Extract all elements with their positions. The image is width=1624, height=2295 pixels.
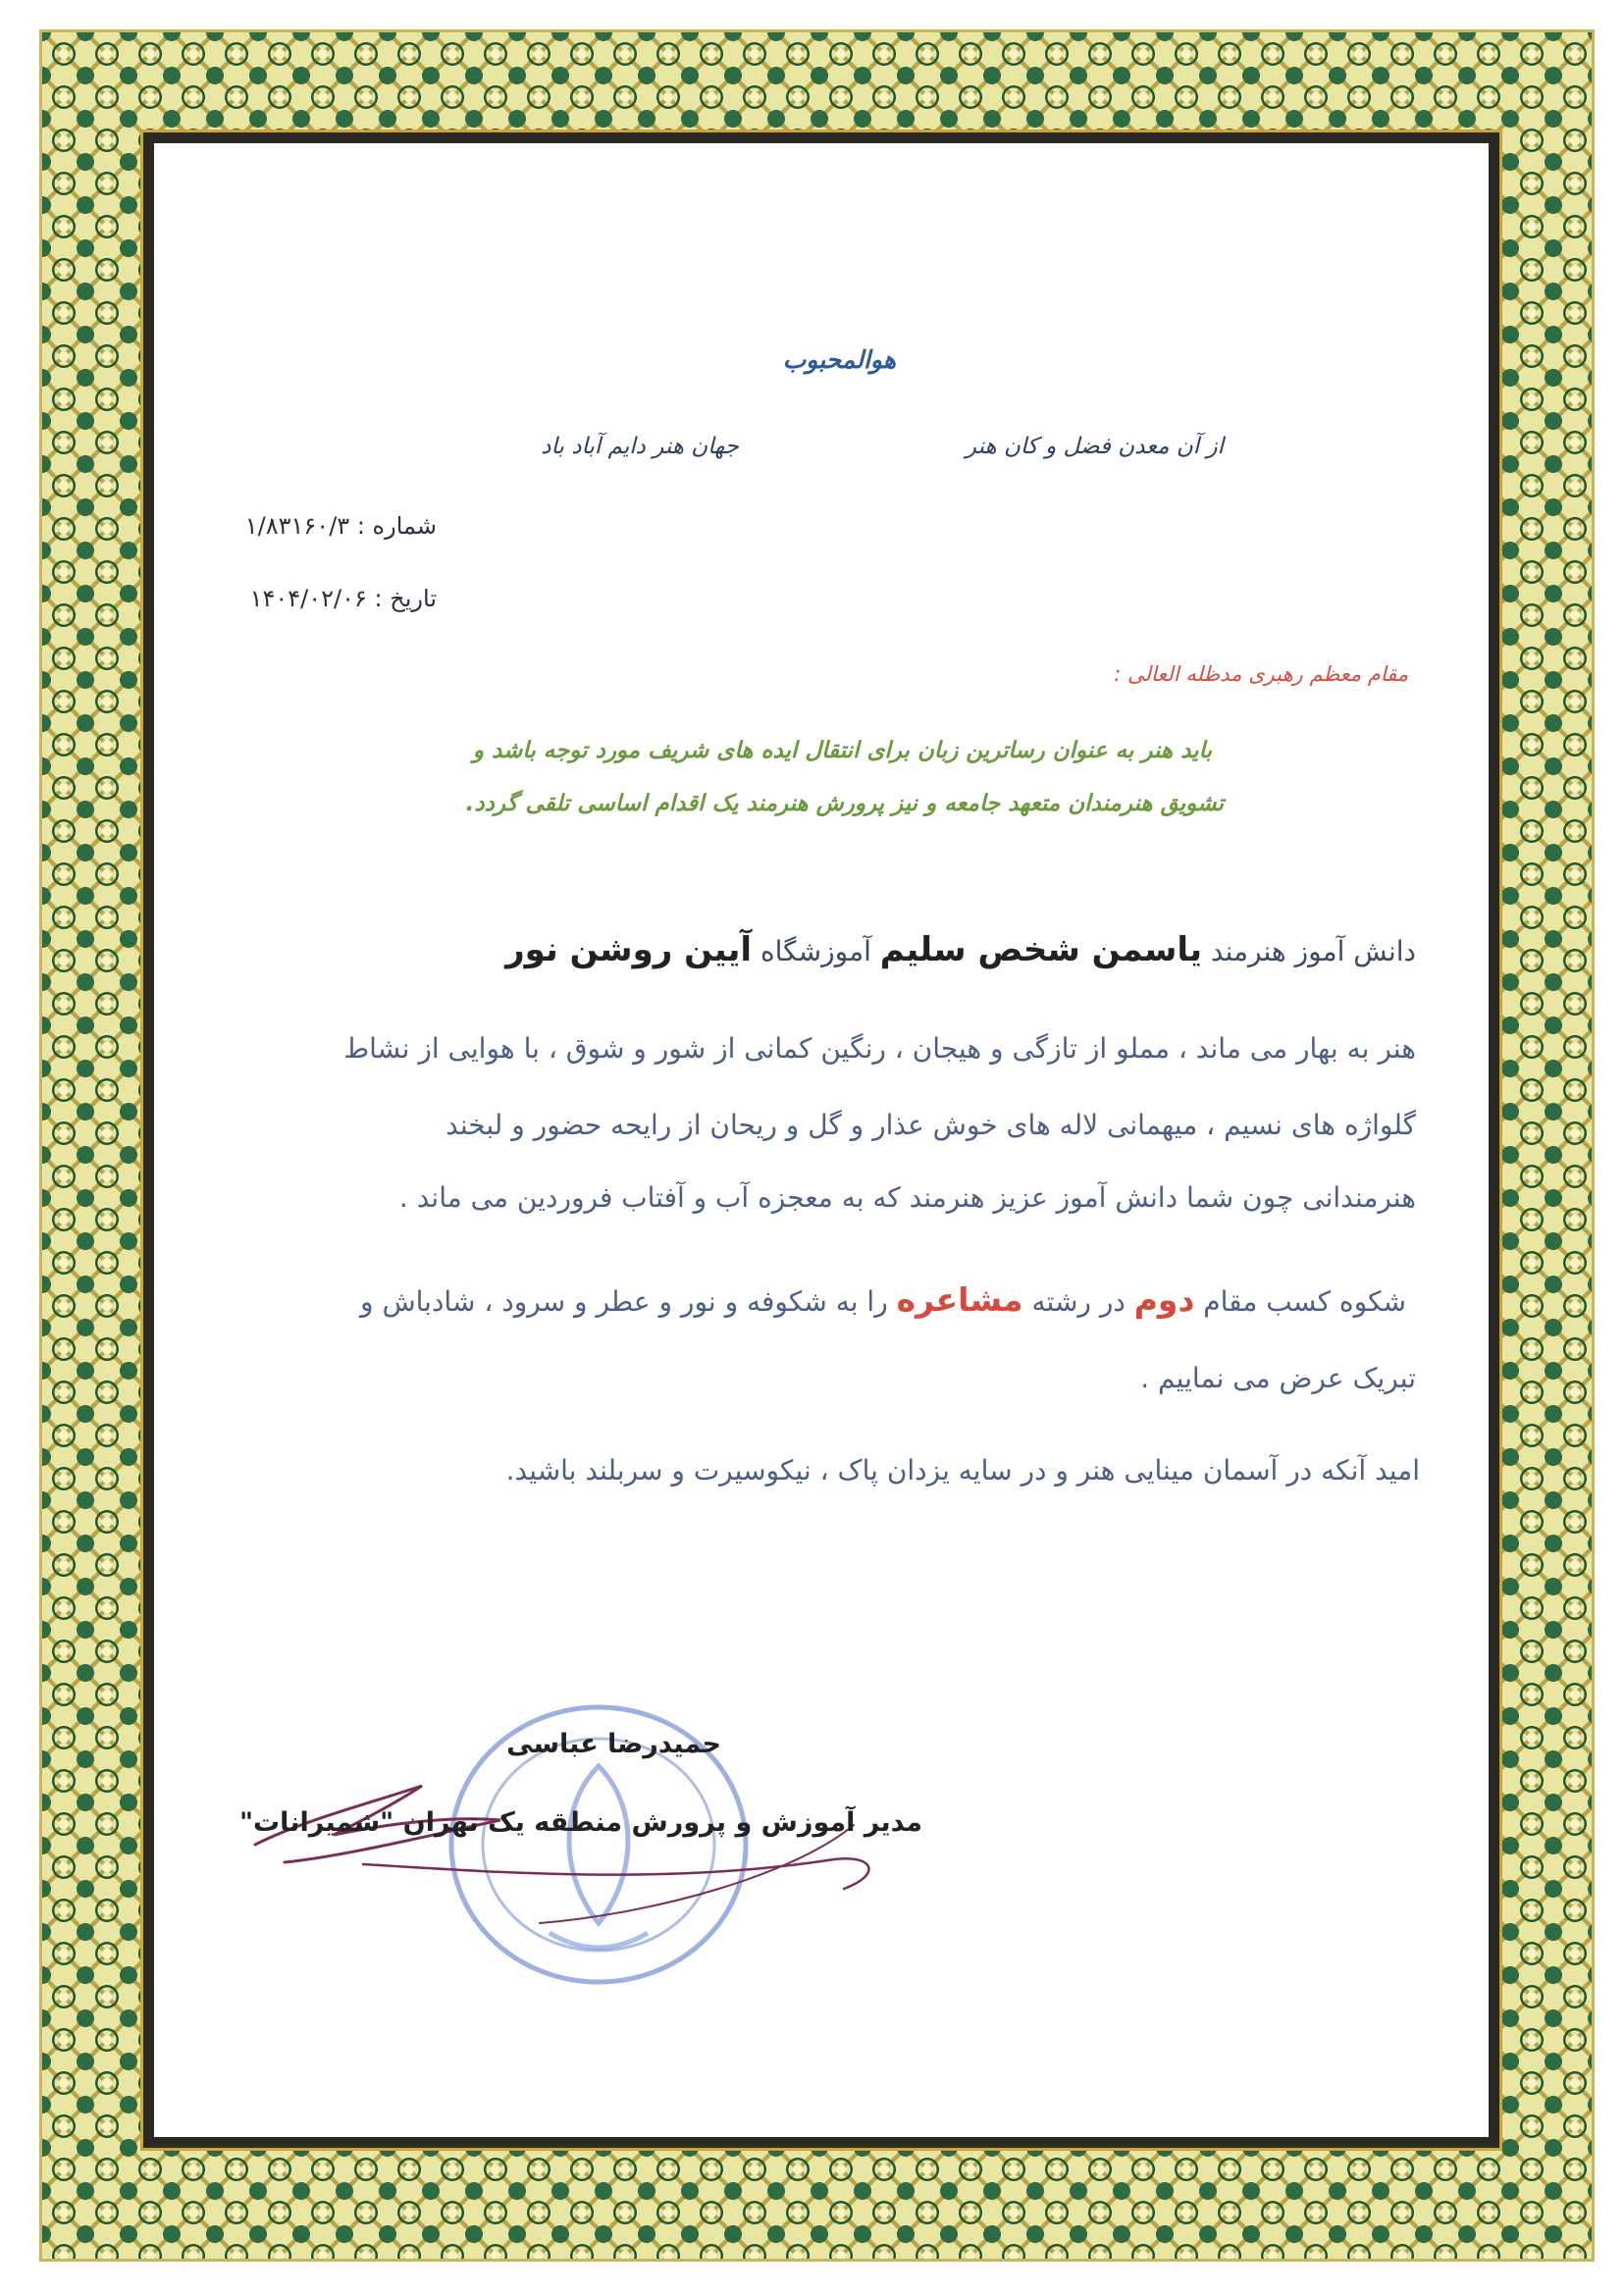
- number-label: شماره :: [356, 512, 437, 540]
- achievement-part-1: شکوه کسب مقام: [1203, 1285, 1406, 1318]
- achievement-part-3: را به شکوفه و نور و عطر و سرود ، شادباش و: [360, 1285, 888, 1318]
- student-prefix: دانش آموز هنرمند: [1210, 935, 1416, 967]
- verse-right: جهان هنر دایم آباد باد: [541, 434, 739, 459]
- date-label: تاریخ :: [374, 585, 437, 612]
- quote-attribution: مقام معظم رهبری مدظله العالی :: [1114, 662, 1408, 686]
- body-line-2: گلواژه های نسیم ، میهمانی لاله های خوش عذار و گل و ریحان از رایحه حضور و لبخند: [445, 1109, 1416, 1141]
- student-name: یاسمن شخص سلیم: [879, 930, 1202, 969]
- achievement-part-2: در رشته: [1031, 1285, 1126, 1318]
- header-title: هوالمحبوب: [782, 345, 896, 374]
- body-line-1: هنر به بهار می ماند ، مملو از تازگی و هیجان ، رنگین کمانی از شور و شوق ، با هوایی از نشاط: [343, 1032, 1416, 1065]
- verse-left: از آن معدن فضل و کان هنر: [965, 434, 1224, 459]
- achievement-line: [360, 1280, 1406, 1319]
- school-name: آیین روشن نور: [505, 930, 753, 969]
- quote-line-2: تشویق هنرمندان متعهد جامعه و نیز پرورش هنرمند یک اقدام اساسی تلقی گردد.: [465, 791, 1224, 816]
- achievement-field: مشاعره: [896, 1280, 1023, 1319]
- number-value: ۱/۸۳۱۶۰/۳: [244, 512, 350, 540]
- achievement-rank: دوم: [1133, 1280, 1195, 1319]
- achievement-line-2: تبریک عرض می نماییم .: [1140, 1362, 1416, 1394]
- letter-date: [250, 585, 437, 612]
- school-label: آموزشگاه: [760, 935, 871, 967]
- closing-line: امید آنکه در آسمان مینایی هنر و در سایه یزدان پاک ، نیکوسیرت و سربلند باشید.: [505, 1454, 1420, 1487]
- quote-line-1: باید هنر به عنوان رساترین زبان برای انتقال ایده های شریف مورد توجه باشد و: [472, 738, 1212, 763]
- signature-stroke-2: [363, 1858, 868, 1889]
- signer-name: حمیدرضا عباسی: [506, 1729, 721, 1759]
- signer-title: مدیر آموزش و پرورش منطقه یک تهران "شمیرانات": [238, 1807, 922, 1838]
- body-line-3: هنرمندانی چون شما دانش آموز عزیز هنرمند که به معجزه آب و آفتاب فروردین می ماند .: [398, 1181, 1416, 1214]
- date-value: ۱۴۰۴/۰۲/۰۶: [249, 585, 367, 612]
- handwritten-signature: [245, 1766, 913, 1933]
- student-line: [505, 930, 1416, 969]
- letter-number: [245, 512, 437, 540]
